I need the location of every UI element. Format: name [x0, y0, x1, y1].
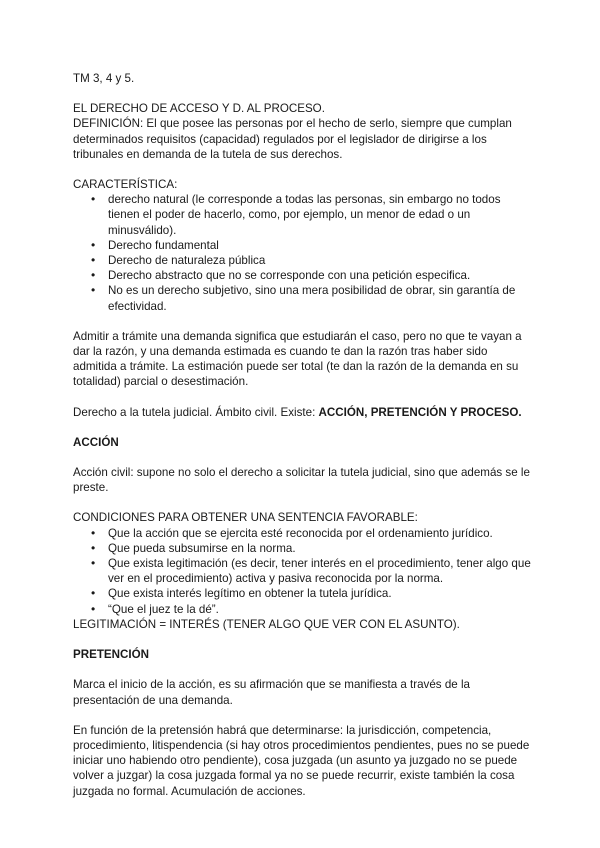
list-item: • “Que el juez te la dé”. — [108, 602, 533, 617]
conditions-list — [73, 526, 533, 617]
pretencion-paragraph-1: Marca el inicio de la acción, es su afirmación que se manifiesta a través de la presentación de una demanda. — [73, 678, 470, 707]
list-item: • Derecho abstracto que no se corresponde con una petición especifica. — [108, 268, 533, 283]
accion-paragraph: Acción civil: supone no solo el derecho a solicitar la tutela judicial, sino que además se le preste. — [73, 466, 530, 495]
list-item: • Que exista legitimación (es decir, tener interés en el procedimiento, tener algo que ver en el procedimiento) activa y pasiva reconocida por la norma. — [108, 556, 533, 586]
pretencion-heading: PRETENCIÓN — [73, 648, 150, 662]
tutela-prefix: Derecho a la tutela judicial. Ámbito civil. Existe: — [73, 405, 319, 419]
tutela-line — [73, 405, 533, 420]
list-item: • Que exista interés legítimo en obtener la tutela jurídica. — [108, 586, 533, 601]
characteristics-list — [73, 192, 533, 314]
characteristics-title: CARACTERÍSTICA: — [73, 178, 178, 192]
admission-paragraph: Admitir a trámite una demanda significa que estudiarán el caso, pero no que te vayan a dar la razón, y una demanda estimada es cuando te dan la razón tras haber sido admitida a trámite. La estimación puede ser total (te dan la razón de la demanda en su totalidad) parcial o desestimación. — [73, 329, 522, 389]
document-content — [73, 71, 533, 799]
tutela-bold: ACCIÓN, PRETENCIÓN Y PROCESO. — [318, 405, 522, 419]
list-item: • derecho natural (le corresponde a todas las personas, sin embargo no todos tienen el poder de hacerlo, como, por ejemplo, un menor de edad o un minusválido). — [108, 192, 533, 238]
accion-heading: ACCIÓN — [73, 435, 119, 449]
definition-paragraph: DEFINICIÓN: El que posee las personas por el hecho de serlo, siempre que cumplan determinados requisitos (capacidad) regulados por el legislador de dirigirse a los tribunales en demanda de la tutela de sus derechos. — [73, 117, 512, 161]
legitimacion-line: LEGITIMACIÓN = INTERÉS (TENER ALGO QUE VER CON EL ASUNTO). — [73, 617, 460, 631]
list-item: • Derecho de naturaleza pública — [108, 253, 533, 268]
section-title: EL DERECHO DE ACCESO Y D. AL PROCESO. — [73, 102, 325, 116]
list-item: • No es un derecho subjetivo, sino una mera posibilidad de obrar, sin garantía de efectividad. — [108, 283, 533, 313]
list-item: • Que la acción que se ejercita esté reconocida por el ordenamiento jurídico. — [108, 526, 533, 541]
list-item: • Derecho fundamental — [108, 238, 533, 253]
pretencion-paragraph-2: En función de la pretensión habrá que determinarse: la jurisdicción, competencia, procedimiento, litispendencia (si hay otros procedimientos pendientes, pues no se puede iniciar uno habiendo otro pendiente), cosa juzgada (un asunto ya juzgado no se puede volver a juzgar) la cosa juzgada formal ya no se puede recurrir, existe también la cosa juzgada no formal. Acumulación de acciones. — [73, 723, 530, 798]
conditions-title: CONDICIONES PARA OBTENER UNA SENTENCIA FAVORABLE: — [73, 511, 418, 525]
document-header: TM 3, 4 y 5. — [73, 72, 135, 85]
list-item: • Que pueda subsumirse en la norma. — [108, 541, 533, 556]
